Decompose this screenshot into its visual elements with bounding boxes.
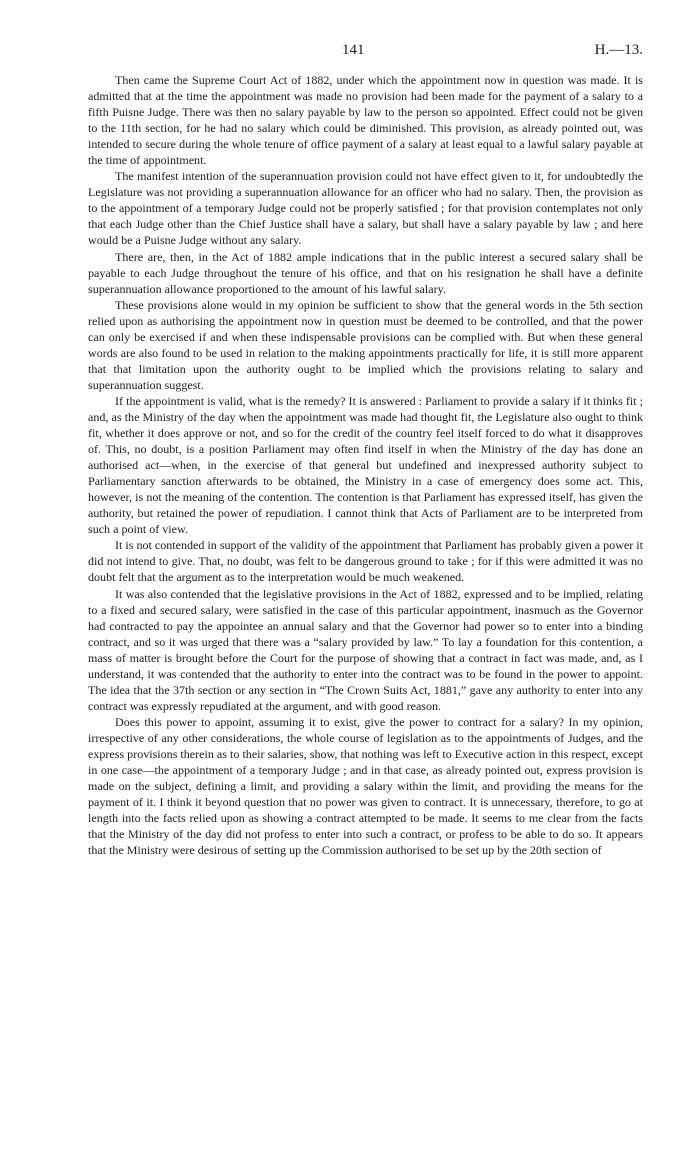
paragraph: Then came the Supreme Court Act of 1882, under which the appointment now in question was made. It is admitted that at the time the appointment was made no provision had been made for the payment of a salary to a fifth Puisne Judge. There was then no salary payable by law to the person so appointed. Effect could not be given to the 11th section, for he had no salary which could be diminished. This provision, as already pointed out, was intended to secure during the whole tenure of office payment of a salary at least equal to a lawful salary payable at the time of appointment. bbox=[88, 73, 643, 168]
paragraph: It is not contended in support of the validity of the appointment that Parliament has probably given a power it did not intend to give. That, no doubt, was felt to be dangerous ground to take ; for if this were admitted it was no doubt felt that the argument as to the interpretation would be much weakened. bbox=[88, 538, 643, 585]
paragraph: There are, then, in the Act of 1882 ample indications that in the public interest a secured salary shall be payable to each Judge throughout the tenure of his office, and that on his resignation he shall have a definite superannuation allowance proportioned to the amount of his lawful salary. bbox=[88, 249, 643, 296]
paragraph: These provisions alone would in my opinion be sufficient to show that the general words in the 5th section relied upon as authorising the appointment now in question must be deemed to be controlled, and that the power can only be exercised if and when these indispensable provisions can be complied with. But when these general words are also found to be used in relation to the making appointments practically for life, it is still more apparent that that limitation upon the authority ought to be implied which the provisions relating to salary and superannuation suggest. bbox=[88, 297, 643, 392]
paragraph: The manifest intention of the superannuation provision could not have effect given to it, for undoubtedly the Legislature was not providing a superannuation allowance for an officer who had no salary. Then, the provision as to the appointment of a temporary Judge could not be properly satisfied ; for that provision contemplates not only that each Judge other than the Chief Justice shall have a salary, but shall have a salary payable by law ; and here would be a Puisne Judge without any salary. bbox=[88, 169, 643, 248]
paragraph: If the appointment is valid, what is the remedy? It is answered : Parliament to provide a salary if it thinks fit ; and, as the Ministry of the day when the appointment was made had thought fit, the Legislature also ought to think fit, whether it does approve or not, and so for the credit of the country feel itself forced to do what it disapproves of. This, no doubt, is a position Parliament may often find itself in when the Ministry of the day has done an authorised act—when, in the exercise of that general but undefined and inexpressed authority subject to Parliamentary sanction afterwards to be obtained, the Ministry in a case of emergency does some act. This, however, is not the meaning of the contention. The contention is that Parliament has expressed itself, has given the authority, but retained the power of repudiation. I cannot think that Acts of Parliament are to be interpreted from such a point of view. bbox=[88, 393, 643, 537]
paragraph: It was also contended that the legislative provisions in the Act of 1882, expressed and to be implied, relating to a fixed and secured salary, were satisfied in the case of this particular appointment, inasmuch as the Governor had contracted to pay the appointee an annual salary and that the Governor had power so to enter into a binding contract, and so it was urged that there was a “salary provided by law.” To lay a foundation for this contention, a mass of matter is brought before the Court for the purpose of showing that a contract in fact was made, and, as I understand, it was contended that the authority to enter into the contract was to be found in the power to appoint. The idea that the 37th section or any section in “The Crown Suits Act, 1881,” gave any authority to enter into any contract was expressly repudiated at the argument, and with good reason. bbox=[88, 586, 643, 713]
page-header bbox=[88, 42, 643, 72]
page-number: 141 bbox=[342, 42, 365, 58]
paragraph: Does this power to appoint, assuming it to exist, give the power to contract for a salary? In my opinion, irrespective of any other considerations, the whole course of legislation as to the appointments of Judges, and the express provisions therein as to their salaries, show, that nothing was left to Executive action in this respect, except in one case—the appointment of a temporary Judge ; and in that case, as already pointed out, express provision is made on the subject, defining a limit, and providing a salary within the limit, and providing the means for the payment of it. I think it beyond question that no power was given to contract. It is unnecessary, therefore, to go at length into the facts relied upon as showing a contract attempted to be made. It seems to me clear from the facts that the Ministry of the day did not profess to enter into such a contract, or profess to be able to do so. It appears that the Ministry were desirous of setting up the Commission authorised to be set up by the 20th section of bbox=[88, 714, 643, 858]
document-body bbox=[88, 72, 643, 858]
document-reference: H.—13. bbox=[594, 42, 643, 58]
